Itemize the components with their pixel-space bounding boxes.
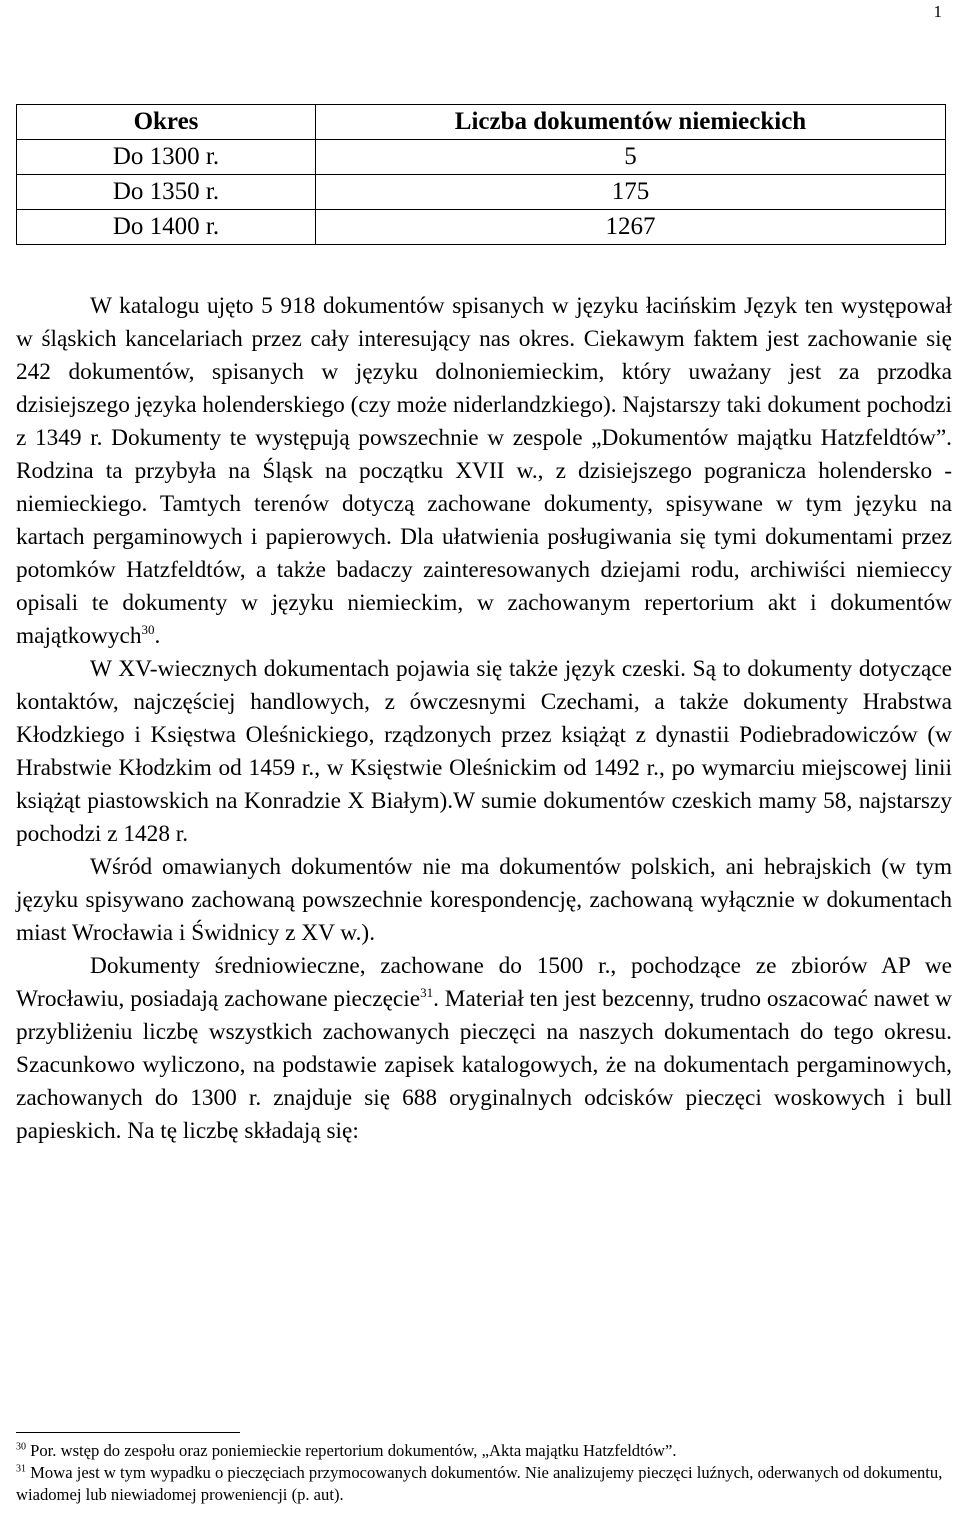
- paragraph-languages: [16, 290, 952, 653]
- paragraph-rest: . Materiał ten jest bezcenny, trudno oszacować nawet w przybliżeniu liczbę wszystkich zachowanych pieczęci na naszych dokumentach do tego okresu. Szacunkowo wyliczono, na podstawie zapisek katalogowych, że na dokumentach pergaminowych, zachowanych do 1300 r. znajduje się 688 oryginalnych odcisków pieczęci woskowych i bull papieskich. Na tę liczbę składają się:: [16, 986, 952, 1144]
- footnote-31: [16, 1462, 952, 1506]
- footnote-text: Mowa jest w tym wypadku o pieczęciach przymocowanych dokumentów. Nie analizujemy pieczęci luźnych, oderwanych od dokumentu, wiadomej lub niewiadomej proweniencji (p. aut).: [16, 1463, 943, 1504]
- header-count: Liczba dokumentów niemieckich: [316, 105, 946, 140]
- count-cell: 5: [316, 140, 946, 175]
- footnote-ref-31[interactable]: 31: [420, 985, 434, 1001]
- period-cell: Do 1350 r.: [17, 175, 316, 210]
- footnote-ref-30[interactable]: 30: [141, 622, 155, 638]
- table-row: [17, 140, 946, 175]
- period-cell: Do 1300 r.: [17, 140, 316, 175]
- paragraph-text: Dokumenty średniowieczne, zachowane do 1500 r., pochodzące ze zbiorów AP we Wrocławiu, posiadają zachowane pieczęcie: [16, 953, 952, 1012]
- page-number: 1: [933, 2, 942, 21]
- count-cell: 1267: [316, 210, 946, 245]
- documents-table: [16, 104, 946, 245]
- footnote-number: 31: [16, 1463, 26, 1475]
- footnotes: [16, 1440, 952, 1506]
- table-row: [17, 175, 946, 210]
- body-text: [16, 290, 952, 1148]
- paragraph-seals: [16, 950, 952, 1148]
- paragraph-polish-hebrew: Wśród omawianych dokumentów nie ma dokumentów polskich, ani hebrajskich (w tym języku spisywano zachowaną powszechnie korespondencję, zachowaną wyłącznie w dokumentach miast Wrocławia i Świdnicy z XV w.).: [16, 854, 952, 946]
- footnote-30: [16, 1440, 952, 1462]
- period-cell: Do 1400 r.: [17, 210, 316, 245]
- paragraph-text: W katalogu ujęto 5 918 dokumentów spisanych w języku łacińskim Język ten występował w śląskich kancelariach przez cały interesujący nas okres. Ciekawym faktem jest zachowanie się 242 dokumentów, spisanych w języku dolnoniemieckim, który uważany jest za przodka dzisiejszego języka holenderskiego (czy może niderlandzkiego). Najstarszy taki dokument pochodzi z 1349 r. Dokumenty te występują powszechnie w zespole „Dokumentów majątku Hatzfeldtów”. Rodzina ta przybyła na Śląsk na początku XVII w., z dzisiejszego pogranicza holendersko - niemieckiego. Tamtych terenów dotyczą zachowane dokumenty, spisywane w tym języku na kartach pergaminowych i papierowych. Dla ułatwienia posługiwania się tymi dokumentami przez potomków Hatzfeldtów, a także badaczy zainteresowanych dziejami rodu, archiwiści niemieccy opisali te dokumenty w języku niemieckim, w zachowanym repertorium akt i dokumentów majątkowych: [16, 293, 952, 649]
- table-header-row: [17, 105, 946, 140]
- footnote-text: Por. wstęp do zespołu oraz poniemieckie repertorium dokumentów, „Akta majątku Hatzfeldtów”.: [30, 1441, 677, 1460]
- count-cell: 175: [316, 175, 946, 210]
- footnote-number: 30: [16, 1441, 26, 1453]
- footnote-separator: [16, 1432, 240, 1433]
- paragraph-end: .: [154, 623, 161, 649]
- table-row: [17, 210, 946, 245]
- paragraph-czech: W XV-wiecznych dokumentach pojawia się także język czeski. Są to dokumenty dotyczące kontaktów, najczęściej handlowych, z ówczesnymi Czechami, a także dokumenty Hrabstwa Kłodzkiego i Księstwa Oleśnickiego, rządzonych przez książąt z dynastii Podiebradowiczów (w Hrabstwie Kłodzkim od 1459 r., w Księstwie Oleśnickim od 1492 r., po wymarciu miejscowej linii książąt piastowskich na Konradzie X Białym).W sumie dokumentów czeskich mamy 58, najstarszy pochodzi z 1428 r.: [16, 656, 952, 847]
- header-period: Okres: [17, 105, 316, 140]
